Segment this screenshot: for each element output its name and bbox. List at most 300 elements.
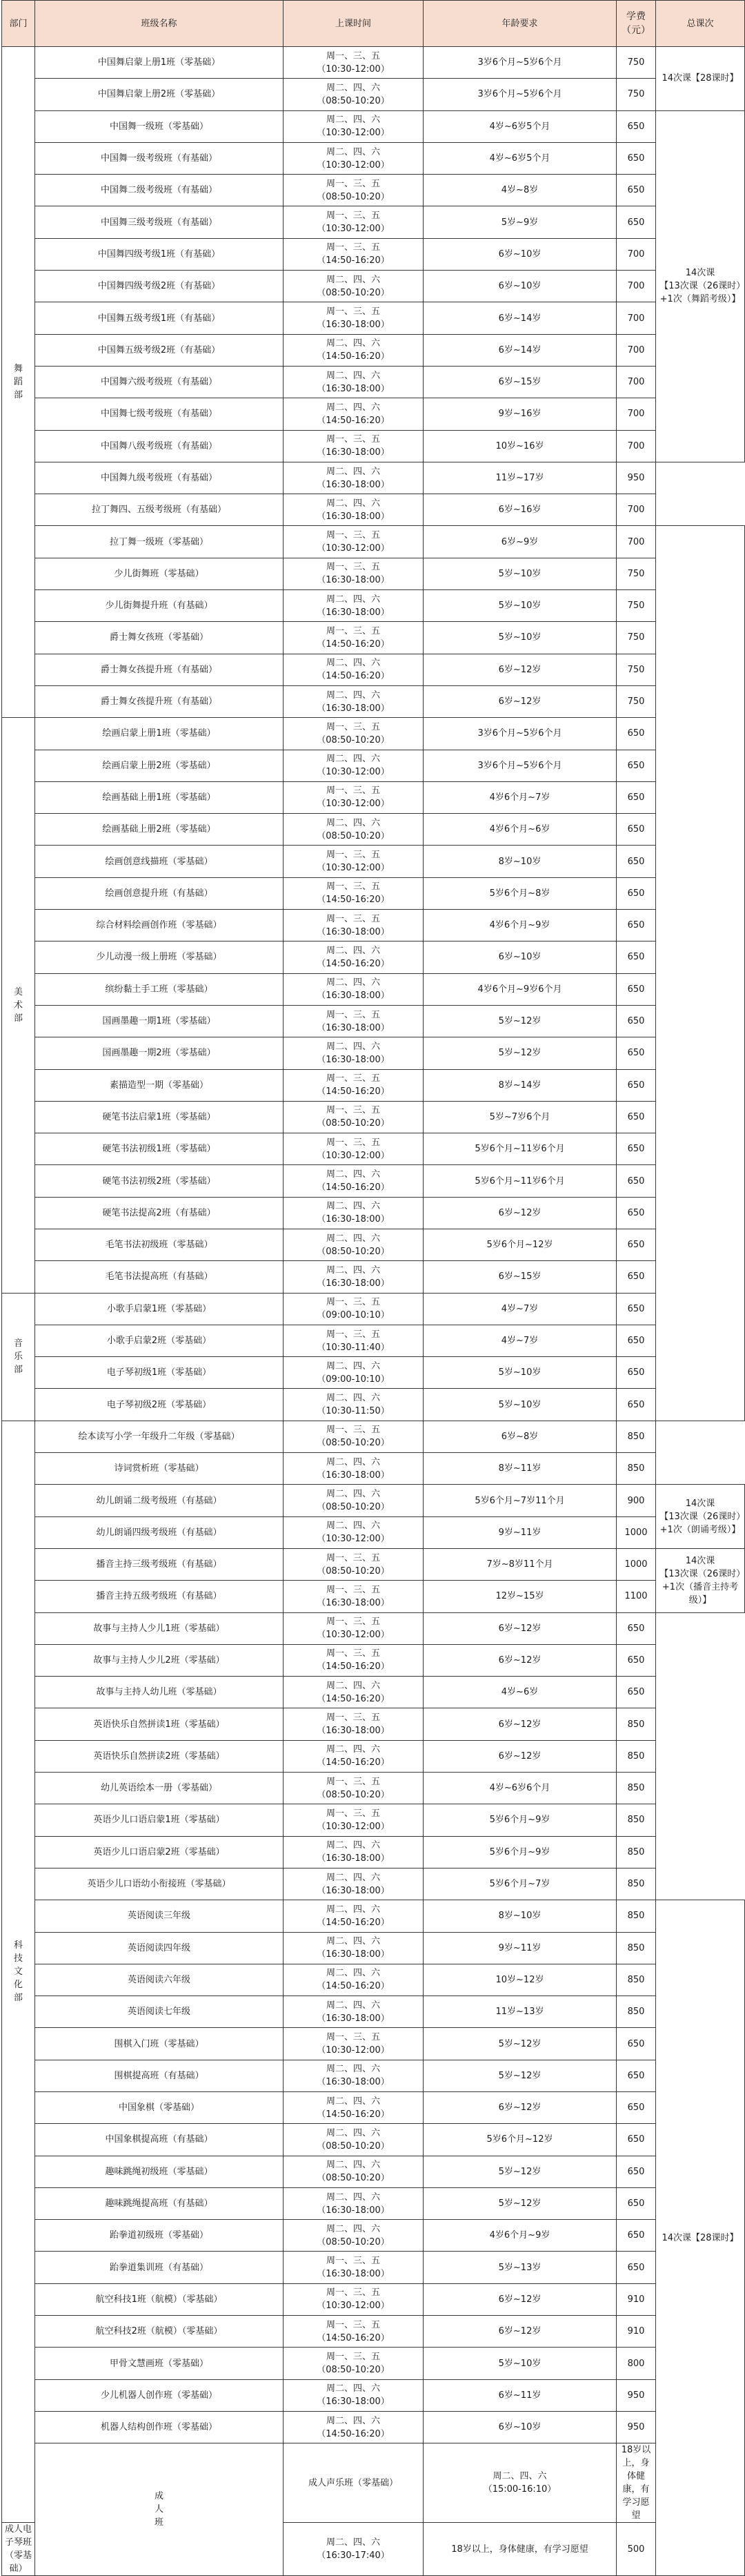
age-cell: 8岁~10岁	[424, 846, 617, 877]
age-cell: 4岁~8岁	[424, 175, 617, 206]
class-name-cell: 播音主持五级考级班（有基础）	[35, 1581, 284, 1612]
table-row	[2, 206, 745, 238]
schedule-hours: （08:50-10:20）	[317, 287, 390, 298]
schedule-hours: （10:30-12:00）	[317, 799, 390, 810]
fee-cell: 850	[617, 1453, 656, 1485]
schedule-cell	[284, 206, 424, 238]
schedule-days: 周二、四、六	[326, 338, 380, 349]
schedule-cell	[284, 1421, 424, 1452]
schedule-hours: （14:50-16:20）	[317, 638, 390, 650]
schedule-hours: （10:30-11:40）	[317, 1342, 390, 1353]
table-row	[2, 1516, 745, 1548]
fee-cell: 650	[617, 1644, 656, 1676]
class-name-cell: 爵士舞女孩班（零基础）	[35, 622, 284, 654]
class-name-cell: 甲骨文慧画班（零基础）	[35, 2348, 284, 2379]
schedule-hours: （10:30-12:00）	[317, 2301, 390, 2312]
class-name-cell: 跆拳道初级班（零基础）	[35, 2220, 284, 2252]
schedule-cell	[284, 718, 424, 750]
age-cell: 6岁~12岁	[424, 2092, 617, 2124]
schedule-hours: （09:00-10:10）	[317, 1310, 390, 1321]
class-name-cell: 国画墨趣一期1班（零基础）	[35, 1005, 284, 1037]
schedule-hours: （08:50-10:20）	[317, 1118, 390, 1129]
class-name-cell: 中国舞二级考级班（有基础）	[35, 175, 284, 206]
age-cell: 6岁~16岁	[424, 494, 617, 526]
schedule-cell	[284, 175, 424, 206]
schedule-days: 周二、四、六	[326, 1169, 380, 1180]
class-name-cell: 机器人结构创作班（零基础）	[35, 2411, 284, 2443]
class-name-cell: 拉丁舞四、五级考级班（有基础）	[35, 494, 284, 526]
schedule-hours: （14:50-16:20）	[317, 351, 390, 362]
schedule-hours: （16:30-18:00）	[317, 383, 390, 394]
schedule-cell	[284, 1389, 424, 1421]
age-cell: 5岁~10岁	[424, 622, 617, 654]
schedule-cell	[284, 2028, 424, 2060]
header-schedule: 上课时间	[284, 1, 424, 47]
schedule-cell	[284, 558, 424, 589]
age-cell: 3岁6个月~5岁6个月	[424, 718, 617, 750]
schedule-days: 周一、三、五	[326, 1329, 380, 1340]
class-name-cell: 少儿街舞班（零基础）	[35, 558, 284, 589]
age-cell: 3岁6个月~5岁6个月	[424, 750, 617, 781]
table-row	[2, 398, 745, 430]
schedule-days: 周一、三、五	[326, 434, 380, 445]
fee-cell: 750	[617, 79, 656, 110]
age-cell: 6岁~9岁	[424, 526, 617, 558]
schedule-hours: （16:30-18:00）	[317, 1214, 390, 1225]
fee-cell: 1000	[617, 1548, 656, 1580]
schedule-days: 周一、三、五	[326, 913, 380, 924]
class-name-cell: 绘画基础上册2班（零基础）	[35, 814, 284, 846]
schedule-days: 周二、四、六	[326, 2415, 380, 2426]
table-row	[2, 366, 745, 398]
age-cell: 5岁6个月~12岁	[424, 2124, 617, 2156]
schedule-days: 周二、四、六	[326, 945, 380, 956]
table-row	[2, 1229, 745, 1260]
class-name-cell: 中国舞启蒙上册2班（零基础）	[35, 79, 284, 110]
fee-cell: 650	[617, 1261, 656, 1293]
schedule-days: 周二、四、六	[326, 817, 380, 828]
table-row	[2, 941, 745, 973]
table-row	[2, 2316, 745, 2348]
age-cell: 5岁6个月~8岁	[424, 877, 617, 909]
schedule-days: 周二、四、六	[326, 1360, 380, 1372]
schedule-cell	[284, 1581, 424, 1612]
class-name-cell: 围棋提高班（有基础）	[35, 2060, 284, 2091]
fee-cell: 650	[617, 718, 656, 750]
table-row	[2, 238, 745, 270]
class-name-cell: 少儿动漫一级上册班（零基础）	[35, 941, 284, 973]
class-name-cell: 国画墨趣一期2班（零基础）	[35, 1037, 284, 1069]
age-cell: 6岁~15岁	[424, 1261, 617, 1293]
class-name-cell: 中国象棋提高班（有基础）	[35, 2124, 284, 2156]
schedule-cell	[284, 1133, 424, 1165]
schedule-days: 周一、三、五	[326, 530, 380, 541]
table-row	[2, 654, 745, 685]
schedule-days: 周二、四、六	[326, 977, 380, 988]
schedule-days: 周一、三、五	[326, 1425, 380, 1436]
schedule-cell	[284, 1516, 424, 1548]
schedule-days: 周一、三、五	[326, 850, 380, 861]
schedule-cell	[284, 47, 424, 79]
age-cell: 8岁~14岁	[424, 1069, 617, 1101]
age-cell: 6岁~10岁	[424, 2411, 617, 2443]
class-name-cell: 中国舞五级考级1班（有基础）	[35, 302, 284, 334]
class-name-cell: 综合材料绘画创作班（零基础）	[35, 910, 284, 941]
age-cell: 5岁~10岁	[424, 558, 617, 589]
fee-cell: 700	[617, 366, 656, 398]
schedule-days: 周一、三、五	[326, 50, 380, 61]
fee-cell: 700	[617, 238, 656, 270]
age-cell: 18岁以上，身体健康，有学习愿望	[617, 2443, 656, 2523]
table-row	[2, 846, 745, 877]
schedule-cell	[284, 1612, 424, 1644]
fee-cell: 850	[617, 1421, 656, 1452]
schedule-hours: （08:50-10:20）	[317, 1502, 390, 1512]
fee-cell: 850	[617, 1804, 656, 1836]
table-row	[2, 1548, 745, 1580]
schedule-days: 周二、四、六	[326, 1840, 380, 1851]
schedule-cell	[284, 1868, 424, 1900]
table-row	[2, 1485, 745, 1516]
total-lessons-cell: 14次课 【13次课（26课时）+1次（舞蹈考级）】	[656, 110, 745, 462]
schedule-cell	[424, 2443, 617, 2523]
class-name-cell: 绘本读写小学一年级升二年级（零基础）	[35, 1421, 284, 1452]
class-name-cell: 中国舞四级考级1班（有基础）	[35, 238, 284, 270]
schedule-cell	[284, 622, 424, 654]
schedule-hours: （14:50-16:20）	[317, 895, 390, 906]
age-cell: 6岁~10岁	[424, 238, 617, 270]
schedule-cell	[284, 2411, 424, 2443]
schedule-days: 周二、四、六	[326, 2127, 380, 2138]
schedule-days: 周一、三、五	[326, 2287, 380, 2299]
fee-cell: 850	[617, 1708, 656, 1740]
table-row	[2, 1932, 745, 1964]
schedule-cell	[284, 142, 424, 174]
age-cell: 6岁~12岁	[424, 2316, 617, 2348]
fee-cell: 650	[617, 1612, 656, 1644]
schedule-hours: （10:30-12:00）	[317, 1821, 390, 1832]
class-name-cell: 小歌手启蒙2班（零基础）	[35, 1325, 284, 1356]
schedule-cell	[284, 1293, 424, 1325]
table-row	[2, 1197, 745, 1229]
schedule-days: 周一、三、五	[326, 1552, 380, 1563]
fee-cell: 650	[617, 2252, 656, 2283]
class-name-cell: 趣味跳绳提高班（有基础）	[35, 2187, 284, 2219]
table-row	[2, 462, 745, 494]
schedule-cell	[284, 2220, 424, 2252]
schedule-days: 周二、四、六	[326, 658, 380, 669]
table-row	[2, 622, 745, 654]
schedule-cell	[284, 1005, 424, 1037]
age-cell: 5岁6个月~9岁	[424, 1804, 617, 1836]
table-row	[2, 271, 745, 302]
fee-cell: 650	[617, 814, 656, 846]
schedule-cell	[284, 1485, 424, 1516]
fee-cell: 500	[617, 2523, 656, 2576]
class-name-cell: 绘画基础上册1班（零基础）	[35, 781, 284, 813]
age-cell: 5岁6个月~7岁11个月	[424, 1485, 617, 1516]
schedule-cell	[284, 1069, 424, 1101]
schedule-cell	[284, 2316, 424, 2348]
schedule-hours: （16:30-18:00）	[317, 926, 390, 937]
class-name-cell: 少儿街舞提升班（有基础）	[35, 590, 284, 622]
table-row	[2, 685, 745, 717]
schedule-days: 周一、三、五	[326, 1009, 380, 1020]
age-cell: 6岁~12岁	[424, 685, 617, 717]
class-name-cell: 中国舞八级考级班（有基础）	[35, 430, 284, 462]
age-cell: 6岁~14岁	[424, 302, 617, 334]
schedule-days: 周一、三、五	[326, 1648, 380, 1659]
schedule-cell	[284, 941, 424, 973]
schedule-hours: （15:00-16:10）	[483, 2484, 557, 2495]
header-fee: 学费 （元）	[617, 1, 656, 47]
class-name-cell: 播音主持三级考级班（有基础）	[35, 1548, 284, 1580]
schedule-hours: （16:30-18:00）	[317, 1949, 390, 1960]
schedule-days: 周二、四、六	[326, 370, 380, 381]
schedule-hours: （16:30-18:00）	[317, 2077, 390, 2088]
fee-cell: 900	[617, 1485, 656, 1516]
schedule-days: 周一、三、五	[326, 1808, 380, 1819]
schedule-cell	[284, 366, 424, 398]
age-cell: 6岁~12岁	[424, 2283, 617, 2315]
table-row	[2, 1389, 745, 1421]
age-cell: 4岁~6岁5个月	[424, 142, 617, 174]
schedule-hours: （09:00-10:10）	[317, 1374, 390, 1385]
age-cell: 6岁~12岁	[424, 654, 617, 685]
age-cell: 5岁~12岁	[424, 2060, 617, 2091]
age-cell: 5岁6个月~11岁6个月	[424, 1165, 617, 1197]
schedule-hours: （08:50-10:20）	[317, 830, 390, 841]
table-row	[2, 1581, 745, 1612]
schedule-days: 周二、四、六	[326, 115, 380, 126]
class-name-cell: 诗词赏析班（零基础）	[35, 1453, 284, 1485]
schedule-days: 周二、四、六	[326, 2537, 380, 2548]
schedule-hours: （16:30-18:00）	[317, 703, 390, 714]
table-row	[2, 110, 745, 142]
age-cell: 5岁~10岁	[424, 1357, 617, 1389]
fee-cell: 1000	[617, 1516, 656, 1548]
schedule-days: 周二、四、六	[326, 690, 380, 701]
table-row	[2, 1165, 745, 1197]
table-row	[2, 1964, 745, 1996]
class-name-cell: 航空科技2班（航模）（零基础）	[35, 2316, 284, 2348]
class-name-cell: 少儿机器人创作班（零基础）	[35, 2379, 284, 2411]
table-row	[2, 1996, 745, 2028]
class-name-cell: 素描造型一期（零基础）	[35, 1069, 284, 1101]
schedule-days: 周一、三、五	[326, 211, 380, 222]
age-cell: 11岁~17岁	[424, 462, 617, 494]
age-cell: 5岁~12岁	[424, 1005, 617, 1037]
fee-cell: 850	[617, 1964, 656, 1996]
schedule-days: 周一、三、五	[326, 625, 380, 636]
schedule-cell	[284, 1740, 424, 1772]
schedule-hours: （14:50-16:20）	[317, 1661, 390, 1672]
schedule-hours: （10:30-12:00）	[317, 767, 390, 778]
schedule-days: 周二、四、六	[326, 594, 380, 605]
class-name-cell: 英语阅读六年级	[35, 1964, 284, 1996]
table-row	[2, 1836, 745, 1868]
schedule-hours: （14:50-16:20）	[317, 415, 390, 426]
header-total-lessons: 总课次	[656, 1, 745, 47]
schedule-days: 周一、三、五	[326, 242, 380, 253]
table-row	[2, 2443, 745, 2523]
schedule-days: 周二、四、六	[326, 754, 380, 765]
class-name-cell: 成人声乐班（零基础）	[284, 2443, 424, 2523]
table-row	[2, 1421, 745, 1452]
schedule-cell	[284, 685, 424, 717]
schedule-days: 周一、三、五	[326, 1297, 380, 1308]
schedule-hours: （10:30-12:00）	[317, 1534, 390, 1545]
fee-cell: 700	[617, 430, 656, 462]
table-row	[2, 79, 745, 110]
schedule-cell	[284, 654, 424, 685]
age-cell: 11岁~13岁	[424, 1996, 617, 2028]
schedule-cell	[284, 2523, 424, 2576]
age-cell: 4岁6个月~7岁	[424, 781, 617, 813]
age-cell: 8岁~10岁	[424, 1900, 617, 1932]
schedule-cell	[284, 973, 424, 1005]
table-row	[2, 1069, 745, 1101]
fee-cell: 910	[617, 2283, 656, 2315]
schedule-hours: （16:30-18:00）	[317, 1054, 390, 1065]
class-name-cell: 绘画创意线描班（零基础）	[35, 846, 284, 877]
fee-cell: 750	[617, 622, 656, 654]
class-name-cell: 毛笔书法提高班（有基础）	[35, 1261, 284, 1293]
schedule-cell	[284, 590, 424, 622]
total-lessons-cell: 14次课【28课时】	[656, 47, 745, 111]
schedule-hours: （08:50-10:20）	[317, 2236, 390, 2247]
schedule-cell	[284, 1261, 424, 1293]
schedule-days: 周一、三、五	[326, 1105, 380, 1116]
schedule-days: 周二、四、六	[326, 2160, 380, 2171]
table-row	[2, 1293, 745, 1325]
schedule-cell	[284, 2060, 424, 2091]
table-row	[2, 1612, 745, 1644]
schedule-cell	[284, 302, 424, 334]
schedule-cell	[284, 1229, 424, 1260]
schedule-hours: （16:30-18:00）	[317, 2013, 390, 2024]
schedule-hours: （10:30-12:00）	[317, 159, 390, 170]
table-row	[2, 2092, 745, 2124]
schedule-hours: （14:50-16:20）	[317, 2332, 390, 2343]
age-cell: 6岁~11岁	[424, 2379, 617, 2411]
schedule-cell	[284, 1836, 424, 1868]
age-cell: 6岁~12岁	[424, 1197, 617, 1229]
fee-cell: 650	[617, 1037, 656, 1069]
class-name-cell: 毛笔书法初级班（零基础）	[35, 1229, 284, 1260]
table-row	[2, 1037, 745, 1069]
schedule-hours: （14:50-16:20）	[317, 2109, 390, 2120]
fee-cell: 850	[617, 1996, 656, 2028]
schedule-cell	[284, 1325, 424, 1356]
age-cell: 5岁~10岁	[424, 2348, 617, 2379]
schedule-cell	[284, 1996, 424, 2028]
age-cell: 18岁以上，身体健康，有学习愿望	[424, 2523, 617, 2576]
course-table	[1, 0, 745, 2576]
fee-cell: 650	[617, 110, 656, 142]
class-name-cell: 英语少儿口语启蒙1班（零基础）	[35, 1804, 284, 1836]
schedule-days: 周一、三、五	[326, 1073, 380, 1084]
schedule-days: 周一、三、五	[326, 178, 380, 189]
table-row	[2, 2411, 745, 2443]
fee-cell: 650	[617, 1133, 656, 1165]
fee-cell: 750	[617, 685, 656, 717]
fee-cell: 650	[617, 1325, 656, 1356]
schedule-hours: （16:30-18:00）	[317, 1022, 390, 1033]
schedule-days: 周二、四、六	[326, 1233, 380, 1244]
fee-cell: 700	[617, 334, 656, 366]
schedule-days: 周一、三、五	[326, 2032, 380, 2043]
schedule-days: 周一、三、五	[326, 1776, 380, 1787]
class-name-cell: 中国舞一级班（零基础）	[35, 110, 284, 142]
department-cell	[2, 718, 35, 1293]
class-name-cell: 缤纷黏土手工班（零基础）	[35, 973, 284, 1005]
class-name-cell: 英语快乐自然拼读1班（零基础）	[35, 1708, 284, 1740]
fee-cell: 950	[617, 462, 656, 494]
schedule-cell	[284, 2252, 424, 2283]
class-name-cell: 爵士舞女孩提升班（有基础）	[35, 654, 284, 685]
fee-cell: 910	[617, 2316, 656, 2348]
schedule-days: 周二、四、六	[326, 1872, 380, 1883]
fee-cell: 650	[617, 2220, 656, 2252]
class-name-cell: 英语阅读四年级	[35, 1932, 284, 1964]
age-cell: 5岁6个月~9岁	[424, 1836, 617, 1868]
table-row	[2, 2283, 745, 2315]
age-cell: 4岁6个月~9岁	[424, 2220, 617, 2252]
schedule-cell	[284, 1644, 424, 1676]
fee-cell: 650	[617, 1197, 656, 1229]
schedule-cell	[284, 271, 424, 302]
schedule-hours: （14:50-16:20）	[317, 255, 390, 266]
header-department: 部门	[2, 1, 35, 47]
schedule-days: 周一、三、五	[326, 881, 380, 892]
schedule-days: 周二、四、六	[326, 274, 380, 285]
age-cell: 5岁~7岁6个月	[424, 1101, 617, 1133]
schedule-hours: （16:30-18:00）	[317, 607, 390, 618]
table-row	[2, 1804, 745, 1836]
table-row	[2, 1325, 745, 1356]
fee-cell: 700	[617, 526, 656, 558]
schedule-hours: （16:30-18:00）	[317, 320, 390, 331]
department-cell	[2, 1421, 35, 2523]
department-label: 音乐部	[13, 1338, 23, 1376]
schedule-cell	[284, 1677, 424, 1708]
schedule-cell	[284, 2156, 424, 2187]
fee-cell: 850	[617, 1900, 656, 1932]
fee-cell: 650	[617, 973, 656, 1005]
class-name-cell: 英语阅读三年级	[35, 1900, 284, 1932]
schedule-cell	[284, 1964, 424, 1996]
schedule-days: 周二、四、六	[326, 1680, 380, 1691]
fee-cell: 650	[617, 750, 656, 781]
schedule-hours: （16:30-17:40）	[317, 2550, 390, 2562]
class-name-cell: 幼儿朗诵四级考级班（有基础）	[35, 1516, 284, 1548]
table-row	[2, 2187, 745, 2219]
fee-cell: 750	[617, 654, 656, 685]
class-name-cell: 中国舞五级考级2班（有基础）	[35, 334, 284, 366]
schedule-cell	[284, 1165, 424, 1197]
total-lessons-cell: 14次课【28课时】	[656, 1900, 745, 2576]
class-name-cell: 拉丁舞一级班（零基础）	[35, 526, 284, 558]
class-name-cell: 绘画启蒙上册1班（零基础）	[35, 718, 284, 750]
schedule-days: 周一、三、五	[326, 2319, 380, 2330]
age-cell: 5岁~13岁	[424, 2252, 617, 2283]
schedule-days: 周一、三、五	[326, 2256, 380, 2267]
schedule-cell	[284, 2124, 424, 2156]
schedule-days: 周二、四、六	[326, 82, 380, 93]
fee-cell: 650	[617, 2028, 656, 2060]
table-row	[2, 302, 745, 334]
